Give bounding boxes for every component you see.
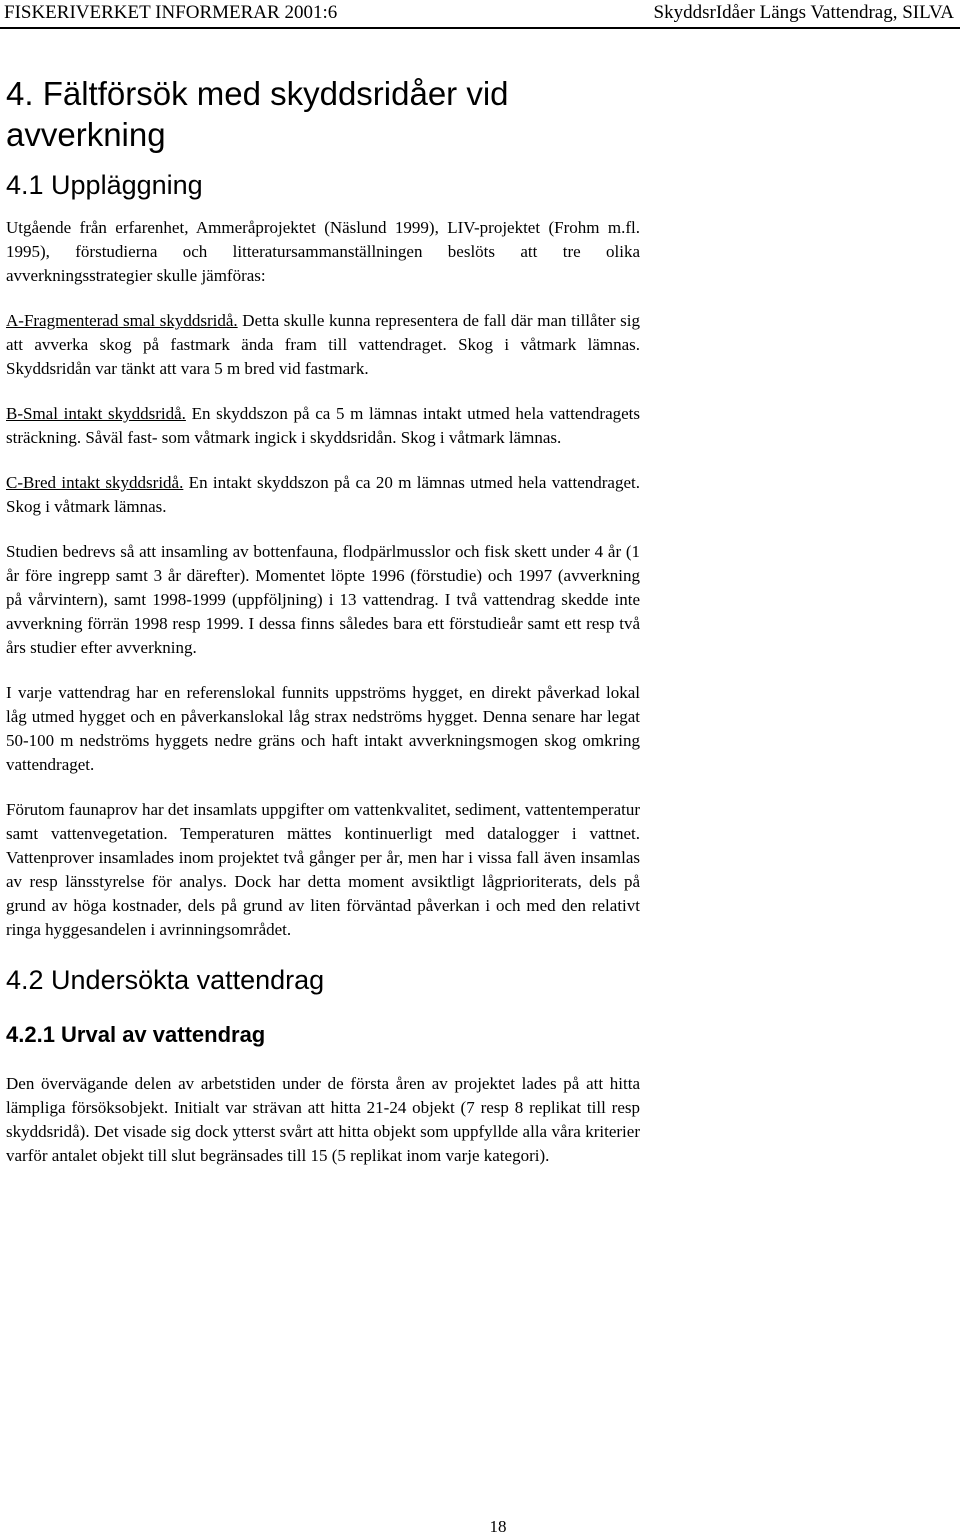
section-title-setup: 4.1 Uppläggning [6, 170, 203, 200]
strategy-c-paragraph [6, 471, 640, 519]
page-header [0, 0, 960, 29]
header-publication: FISKERIVERKET INFORMERAR 2001:6 [4, 2, 338, 23]
strategy-b-text: En skyddszon på ca 5 m lämnas intakt utmed hela vattendragets sträckning. Såväl fast- som våtmark ingick i skyddsridån. Skog i våtmark lämnas. [6, 404, 640, 447]
chapter-title: 4. Fältförsök med skyddsridåer vid avverkning [6, 75, 509, 153]
strategy-a-label: A-Fragmenterad smal skyddsridå. [6, 311, 238, 330]
study-paragraph: Studien bedrevs så att insamling av bottenfauna, flodpärlmusslor och fisk skett under 4 år (1 år före ingrepp samt 3 år därefter). Momentet löpte 1996 (förstudie) och 1997 (avverkning på vårvintern), samt 1998-1999 (uppföljning) i 13 vattendrag. I två vattendrag skedde inte avverkning förrän 1998 resp 1999. I dessa finns således bara ett förstudieår samt ett resp två års studier efter avverkning. [6, 542, 640, 657]
strategy-a-paragraph [6, 309, 640, 381]
page-number: 18 [489, 1517, 507, 1536]
strategy-c-label: C-Bred intakt skyddsridå. [6, 473, 184, 492]
strategy-b-label: B-Smal intakt skyddsridå. [6, 404, 186, 423]
reference-paragraph: I varje vattendrag har en referenslokal funnits uppströms hygget, en direkt påverkad lokal låg utmed hygget och en påverkanslokal låg strax nedströms hygget. Denna senare har legat 50-100 m nedströms hyggets nedre gräns och haft intakt avverkningsmogen skog omkring vattendraget. [6, 683, 640, 774]
subsection-title-selection: 4.2.1 Urval av vattendrag [6, 1022, 266, 1047]
header-report-title: SkyddsrIdåer Längs Vattendrag, SILVA [653, 2, 954, 23]
intro-paragraph: Utgående från erfarenhet, Ammeråprojektet (Näslund 1999), LIV-projektet (Frohm m.fl. 1995), förstudierna och litteratursammanställningen beslöts att tre olika avverkningsstrategier skulle jämföras: [6, 218, 640, 285]
strategy-c-text: En intakt skyddszon på ca 20 m lämnas utmed hela vattendraget. Skog i våtmark lämnas. [6, 473, 640, 516]
page-content [6, 73, 640, 1189]
strategy-b-paragraph [6, 402, 640, 450]
samples-paragraph: Förutom faunaprov har det insamlats uppgifter om vattenkvalitet, sediment, vattentemperatur samt vattenvegetation. Temperaturen mättes kontinuerligt med datalogger i vattnet. Vattenprover insamlades inom projektet två gånger per år, men har i vissa fall även insamlas av resp länsstyrelse för analys. Dock har detta moment avsiktligt lågprioriterats, dels på grund av höga kostnader, dels på grund av liten förväntad påverkan i och med den relativt ringa hyggesandelen i avrinningsområdet. [6, 800, 641, 939]
strategy-a-text: Detta skulle kunna representera de fall där man tillåter sig att avverka skog på fastmark ända fram till vattendraget. Skog i våtmark lämnas. Skyddsridån var tänkt att vara 5 m bred vid fastmark. [6, 311, 640, 378]
section-title-streams: 4.2 Undersökta vattendrag [6, 965, 325, 995]
selection-paragraph: Den övervägande delen av arbetstiden under de första åren av projektet lades på att hitta lämpliga försöksobjekt. Initialt var strävan att hitta 21-24 objekt (7 resp 8 replikat till resp skyddsridå). Det visade sig dock ytterst svårt att hitta objekt som uppfyllde alla våra kriterier varför antalet objekt till slut begränsades till 15 (5 replikat inom varje kategori). [6, 1074, 640, 1165]
